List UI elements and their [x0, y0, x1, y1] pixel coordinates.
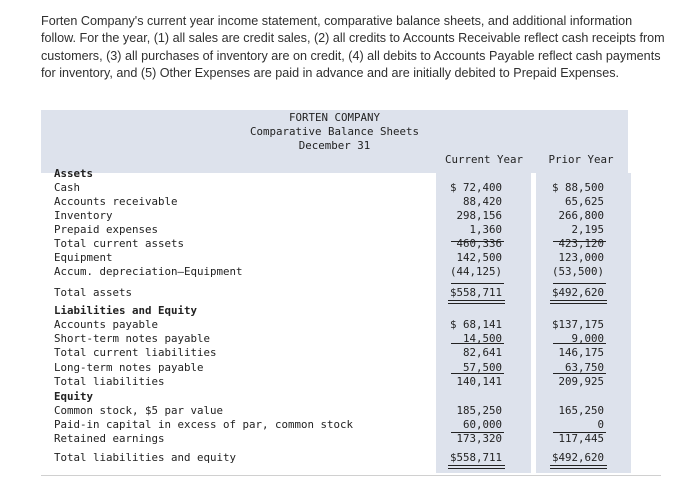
- underline-prepaid-prior: [553, 241, 606, 242]
- table-row: [41, 361, 628, 375]
- table-row: [41, 167, 628, 181]
- prior-year-value: 266,800: [558, 209, 604, 222]
- underline-accum-dep-current: [451, 283, 504, 284]
- current-year-value: $ 72,400: [449, 181, 502, 194]
- table-row: [41, 318, 628, 332]
- prior-year-value: 209,925: [558, 375, 604, 388]
- row-label: Long-term notes payable: [54, 361, 204, 374]
- row-label: Total current assets: [54, 237, 185, 250]
- current-year-value: 142,500: [456, 251, 502, 264]
- current-year-value: 1,360: [469, 223, 502, 236]
- underline-lt-notes-prior: [553, 373, 606, 374]
- prior-year-value: 117,445: [558, 432, 604, 445]
- underline-st-notes-current: [451, 343, 504, 344]
- table-row: [41, 265, 628, 279]
- underline-retained-prior: [553, 432, 606, 433]
- table-row: [41, 432, 628, 446]
- company-name: FORTEN COMPANY: [288, 111, 380, 124]
- prior-year-value: $ 88,500: [551, 181, 604, 194]
- prior-year-value: 165,250: [558, 404, 604, 417]
- prior-year-value: 63,750: [564, 361, 604, 374]
- row-label: Short-term notes payable: [54, 332, 211, 345]
- table-row: [41, 286, 628, 300]
- prior-year-header: Prior Year: [548, 153, 614, 166]
- row-label: Accounts receivable: [54, 195, 178, 208]
- current-year-value: 298,156: [456, 209, 502, 222]
- double-underline-total-assets-current: [448, 300, 505, 304]
- prior-year-value: (53,500): [551, 265, 604, 278]
- table-row: [41, 346, 628, 360]
- prior-year-value: 2,195: [571, 223, 604, 236]
- prior-year-value: $137,175: [551, 318, 604, 331]
- row-label: Accum. depreciation—Equipment: [54, 265, 243, 278]
- prior-year-value: $492,620: [551, 451, 604, 464]
- prior-year-value: $492,620: [551, 286, 604, 299]
- prior-year-value: 123,000: [558, 251, 604, 264]
- current-year-value: $558,711: [449, 451, 502, 464]
- table-row: [41, 237, 628, 251]
- row-label: Total liabilities and equity: [54, 451, 237, 464]
- current-year-value: 460,336: [456, 237, 502, 250]
- row-label: Liabilities and Equity: [54, 304, 198, 317]
- row-label: Prepaid expenses: [54, 223, 159, 236]
- table-row: [41, 223, 628, 237]
- statement-title: Comparative Balance Sheets: [249, 125, 419, 138]
- table-row: [41, 304, 628, 318]
- underline-accum-dep-prior: [553, 283, 606, 284]
- double-underline-total-le-current: [448, 465, 505, 469]
- row-label: Accounts payable: [54, 318, 159, 331]
- row-label: Assets: [54, 167, 94, 180]
- prior-year-value: 0: [597, 418, 604, 431]
- row-label: Cash: [54, 181, 81, 194]
- current-year-value: 57,500: [462, 361, 502, 374]
- underline-st-notes-prior: [553, 343, 606, 344]
- table-row: [41, 332, 628, 346]
- problem-intro-text: Forten Company's current year income statement, comparative balance sheets, and additional information follow. For the year, (1) all sales are credit sales, (2) all credits to Accounts Receivable reflect cash receipts from customers, (3) all purchases of inventory are on credit, (4) all debits to Accounts Payable reflect cash payments for inventory, and (5) Other Expenses are paid in advance and are initially debited to Prepaid Expenses.: [41, 14, 665, 80]
- row-label: Total liabilities: [54, 375, 165, 388]
- table-row: [41, 451, 628, 465]
- row-label: Retained earnings: [54, 432, 165, 445]
- table-row: [41, 251, 628, 265]
- bottom-divider: [41, 475, 661, 476]
- statement-date: December 31: [298, 139, 371, 152]
- underline-lt-notes-current: [451, 373, 504, 374]
- prior-year-value: 65,625: [564, 195, 604, 208]
- table-row: [41, 418, 628, 432]
- underline-prepaid-current: [451, 241, 504, 242]
- current-year-value: 88,420: [462, 195, 502, 208]
- row-label: Common stock, $5 par value: [54, 404, 224, 417]
- current-year-value: 173,320: [456, 432, 502, 445]
- current-year-value: 140,141: [456, 375, 502, 388]
- row-label: Paid-in capital in excess of par, common stock: [54, 418, 354, 431]
- row-label: Equipment: [54, 251, 113, 264]
- prior-year-value: 9,000: [571, 332, 604, 345]
- current-year-value: 82,641: [462, 346, 502, 359]
- table-row: [41, 209, 628, 223]
- prior-year-value: 146,175: [558, 346, 604, 359]
- prior-year-value: 423,120: [558, 237, 604, 250]
- table-row: [41, 390, 628, 404]
- underline-retained-current: [451, 432, 504, 433]
- double-underline-total-le-prior: [550, 465, 607, 469]
- current-year-value: 14,500: [462, 332, 502, 345]
- current-year-value: 185,250: [456, 404, 502, 417]
- current-year-value: 60,000: [462, 418, 502, 431]
- table-row: [41, 375, 628, 389]
- balance-sheet-table: [41, 110, 628, 473]
- current-year-value: (44,125): [449, 265, 502, 278]
- table-row: [41, 181, 628, 195]
- row-label: Total current liabilities: [54, 346, 217, 359]
- row-label: Equity: [54, 390, 94, 403]
- current-year-value: $558,711: [449, 286, 502, 299]
- row-label: Inventory: [54, 209, 113, 222]
- current-year-header: Current Year: [444, 153, 523, 166]
- table-row: [41, 404, 628, 418]
- row-label: Total assets: [54, 286, 133, 299]
- current-year-value: $ 68,141: [449, 318, 502, 331]
- double-underline-total-assets-prior: [550, 300, 607, 304]
- table-row: [41, 195, 628, 209]
